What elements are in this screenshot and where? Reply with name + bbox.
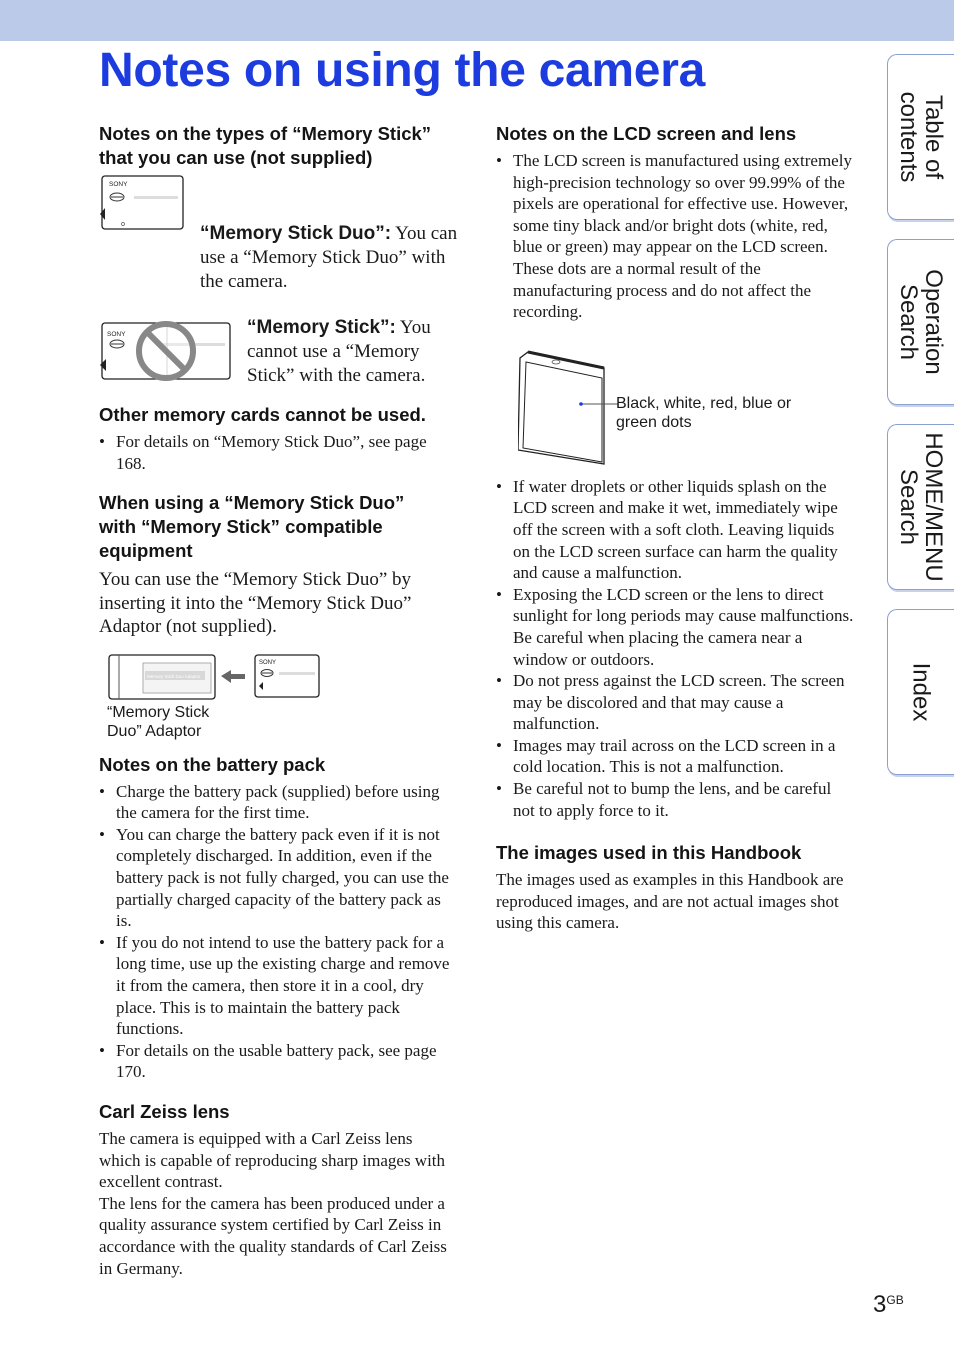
list-item: • For details on “Memory Stick Duo”, see page 168. [99, 431, 457, 474]
other-cards-list [99, 431, 457, 474]
list-item: • Images may trail across on the LCD screen in a cold location. This is not a malfunction. [496, 735, 854, 778]
duo-description: You can use a “Memory Stick Duo” with the camera. [200, 223, 458, 292]
list-item: • For details on the usable battery pack, see page 170. [99, 1040, 457, 1083]
duo-compat-text: You can use the “Memory Stick Duo” by inserting it into the “Memory Stick Duo” Adaptor (not supplied). [99, 569, 412, 638]
tab-index[interactable] [887, 609, 954, 775]
lcd-screen-illustration [518, 350, 608, 466]
tab-label: contents [895, 91, 922, 183]
duo-brand-label: SONY [109, 181, 128, 188]
leader-line [578, 401, 618, 407]
list-item: • Charge the battery pack (supplied) before using the camera for the first time. [99, 781, 457, 824]
list-item: • The LCD screen is manufactured using extremely high-precision technology so over 99.99% of the pixels are operational for effective use. However, some tiny black and/or bright dots (white, red, blue or green) may appear on the LCD screen. These dots are a normal result of the manufacturing process and do not affect the recording. [496, 150, 854, 323]
list-item: • Do not press against the LCD screen. The screen may be discolored and that may cause a malfunction. [496, 670, 854, 735]
memory-types-heading: Notes on the types of “Memory Stick” that you can use (not supplied) [99, 123, 432, 168]
stick-description: You cannot use a “Memory Stick” with the camera. [247, 317, 431, 386]
memory-stick-duo-illustration [99, 174, 185, 232]
zeiss-paragraph-2: The lens for the camera has been produced under a quality assurance system certified by Carl Zeiss in accordance with the quality standards of Carl Zeiss in Germany. [99, 1193, 447, 1278]
prohibited-icon [133, 318, 199, 384]
left-column [99, 122, 457, 1279]
other-cards-heading: Other memory cards cannot be used. [99, 404, 426, 425]
page-number-value: 3 [873, 1291, 887, 1318]
right-column [496, 122, 854, 934]
list-item: • You can charge the battery pack even if it is not completely discharged. In addition, even if the battery pack is not fully charged, you can use the partially charged capacity of the battery pack as is. [99, 824, 457, 932]
page-number-suffix: GB [886, 1293, 904, 1307]
tab-label: Operation [920, 269, 947, 375]
list-item: • Be careful not to bump the lens, and be careful not to apply force to it. [496, 778, 854, 821]
tab-operation-search[interactable] [887, 239, 954, 405]
page-number [873, 1291, 904, 1319]
page-title: Notes on using the camera [99, 44, 705, 97]
adaptor-caption-line1: “Memory Stick [107, 703, 210, 721]
adaptor-figure [99, 653, 457, 763]
tab-label: Table of [920, 94, 947, 180]
lcd-caption-line2: green dots [616, 413, 692, 431]
battery-heading: Notes on the battery pack [99, 753, 326, 775]
zeiss-paragraph-1: The camera is equipped with a Carl Zeiss lens which is capable of reproducing sharp images with excellent contrast. [99, 1129, 446, 1192]
list-item: • If water droplets or other liquids splash on the LCD screen and make it wet, immediately wipe off the screen with a soft cloth. Leaving liquids on the LCD screen surface can harm the quality and cause a malfunction. [496, 476, 854, 584]
duo-compat-heading: When using a “Memory Stick Duo” with “Memory Stick” compatible equipment [99, 492, 405, 562]
images-heading: The images used in this Handbook [496, 842, 802, 864]
adaptor-print: Memory Stick Duo Adaptor [147, 673, 201, 679]
lcd-caption-line1: Black, white, red, blue or [616, 394, 792, 412]
lcd-figure [496, 350, 854, 476]
images-text: The images used as examples in this Handbook are reproduced images, and are not actual images shot using this camera. [496, 870, 844, 933]
lcd-list-top [496, 150, 854, 323]
duo-label: “Memory Stick Duo”: [200, 223, 392, 244]
tab-home-menu-search[interactable] [887, 424, 954, 590]
battery-list [99, 781, 457, 1083]
lcd-list [496, 476, 854, 822]
lcd-heading: Notes on the LCD screen and lens [496, 123, 797, 144]
adaptor-card-brand: SONY [259, 659, 277, 666]
header-bar [0, 0, 954, 41]
tab-label: Search [895, 468, 922, 546]
adaptor-illustration [107, 653, 327, 703]
list-item: • Exposing the LCD screen or the lens to direct sunlight for long periods may cause malfunctions. Be careful when placing the camera near a window or outdoors. [496, 584, 854, 670]
tab-label: Index [907, 662, 935, 722]
zeiss-heading: Carl Zeiss lens [99, 1101, 230, 1122]
memory-stick-duo-row [99, 170, 458, 292]
memory-stick-row [99, 263, 457, 386]
tab-table-of-contents[interactable] [887, 54, 954, 220]
tab-label: HOME/MENU [920, 432, 947, 582]
tab-label: Search [895, 283, 922, 361]
adaptor-caption-line2: Duo” Adaptor [107, 722, 202, 740]
stick-brand-label: SONY [107, 331, 126, 338]
stick-label: “Memory Stick”: [247, 317, 396, 338]
list-item: • If you do not intend to use the battery pack for a long time, use up the existing charge and remove it from the camera, then store it in a cool, dry place. This is to maintain the battery pack functions. [99, 932, 457, 1040]
